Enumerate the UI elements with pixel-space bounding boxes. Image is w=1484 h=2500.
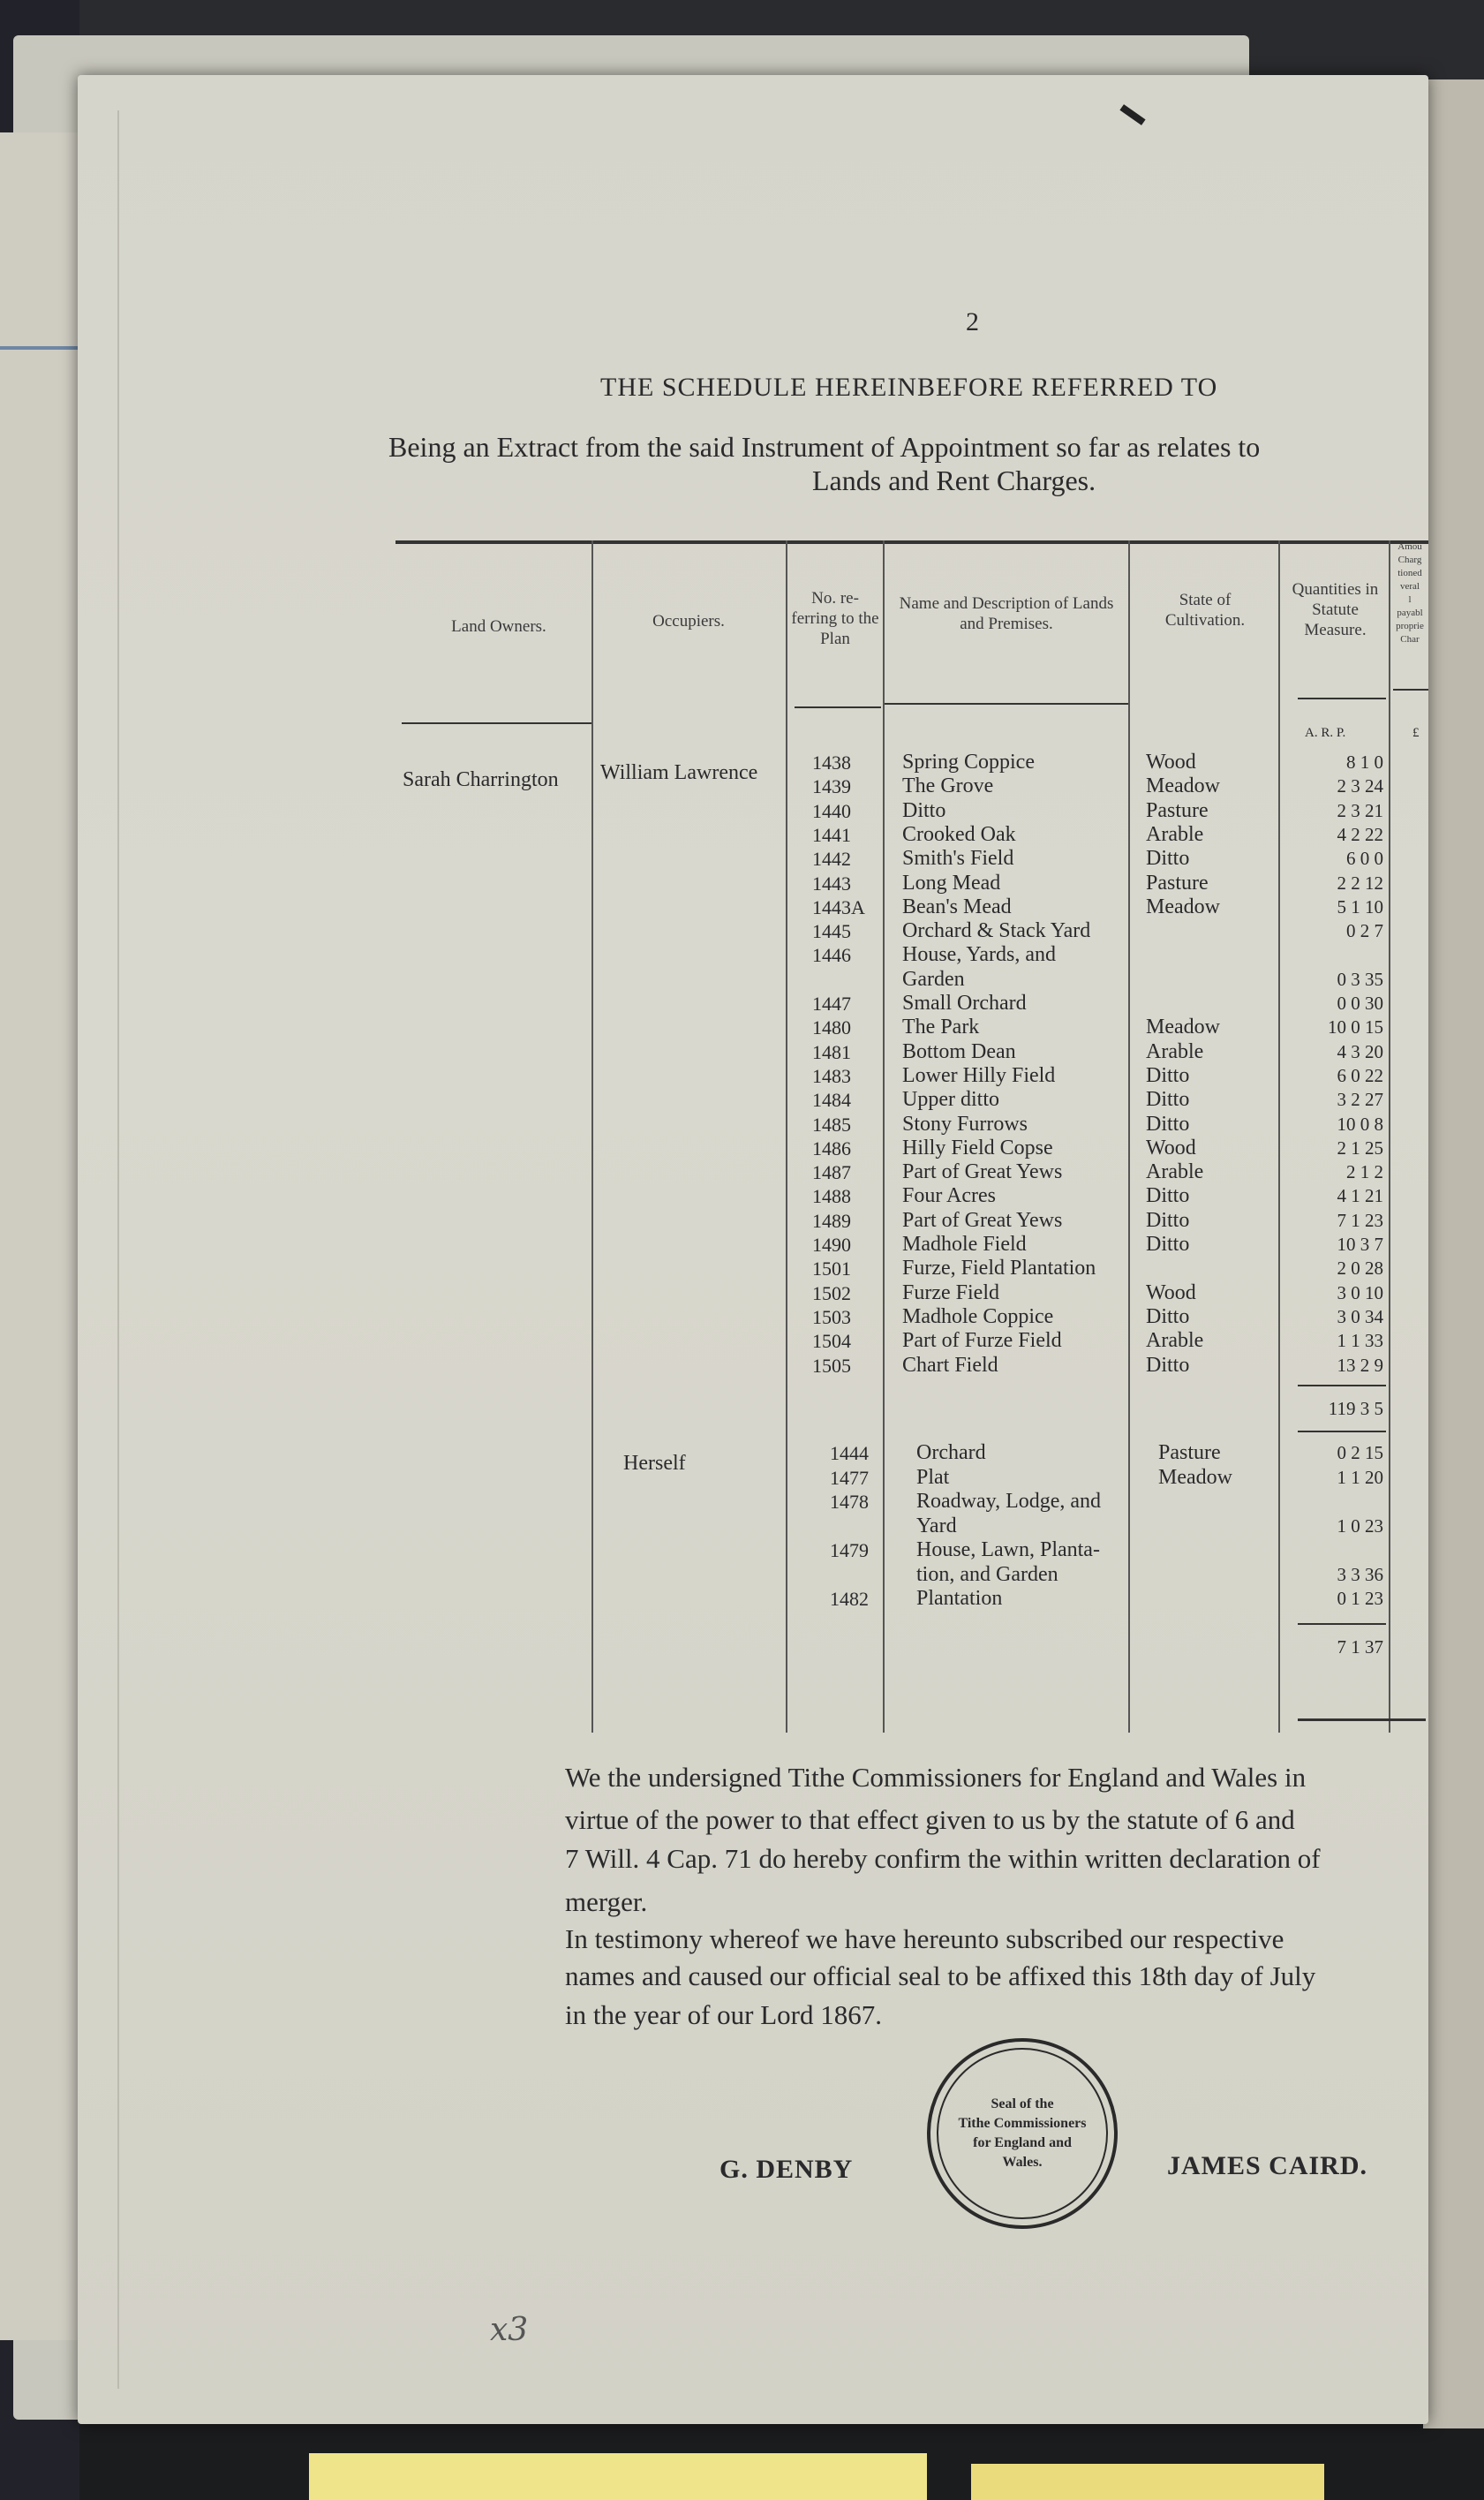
land-name: Furze, Field Plantation	[902, 1257, 1096, 1280]
plan-number: 1479	[830, 1539, 869, 1561]
declaration-line: merger.	[565, 1886, 648, 1917]
plan-number: 1447	[812, 993, 851, 1015]
quantity-arp: 8 1 0	[1346, 752, 1383, 773]
schedule-title: THE SCHEDULE HEREINBEFORE REFERRED TO	[600, 373, 1218, 402]
plan-number: 1444	[830, 1442, 869, 1464]
quantity-arp: 2 3 21	[1337, 799, 1383, 821]
plan-number: 1446	[812, 944, 851, 967]
land-name: Stony Furrows	[902, 1112, 1028, 1136]
next-page-edge	[1423, 79, 1484, 2428]
land-name: Madhole Field	[902, 1233, 1027, 1256]
col-divider-3	[883, 540, 885, 1733]
quantity-arp: 2 2 12	[1337, 872, 1383, 894]
col-divider-2	[786, 540, 787, 1733]
land-name: Yard	[916, 1514, 957, 1537]
quantity-arp: 2 0 28	[1337, 1258, 1383, 1280]
quantity-arp: 3 0 34	[1337, 1305, 1383, 1327]
declaration-line: In testimony whereof we have hereunto subscribed our respective	[565, 1923, 1284, 1954]
quantity-arp: 6 0 0	[1346, 848, 1383, 870]
quantity-arp: 4 1 21	[1337, 1185, 1383, 1207]
plan-number: 1482	[830, 1588, 869, 1610]
land-name: Part of Great Yews	[902, 1160, 1063, 1184]
quantity-arp: 2 1 2	[1346, 1161, 1383, 1183]
cultivation-state: Pasture	[1146, 871, 1209, 895]
plan-number: 1480	[812, 1016, 851, 1039]
land-name: Part of Furze Field	[902, 1329, 1062, 1353]
land-name: Bean's Mead	[902, 895, 1012, 918]
quantity-arp: 10 3 7	[1337, 1234, 1383, 1255]
quantity-arp: 1 1 33	[1337, 1330, 1383, 1352]
quantity-arp: 2 3 24	[1337, 775, 1383, 797]
quantity-arp: 4 2 22	[1337, 823, 1383, 845]
signature-right: JAMES CAIRD.	[1167, 2151, 1368, 2180]
seal-text-line: Seal of the	[991, 2096, 1054, 2111]
cultivation-state: Ditto	[1146, 1353, 1190, 1377]
declaration-line: virtue of the power to that effect given to us by the statute of 6 and	[565, 1804, 1295, 1835]
cultivation-state: Meadow	[1146, 895, 1220, 918]
plan-number: 1481	[812, 1040, 851, 1063]
document-page	[78, 75, 1428, 2424]
cultivation-state: Arable	[1146, 1039, 1204, 1063]
col-divider-4	[1128, 540, 1130, 1733]
land-name: Smith's Field	[902, 847, 1014, 871]
plan-number: 1503	[812, 1305, 851, 1328]
plan-number: 1443	[812, 872, 851, 895]
header-quantities: Quantities in Statute Measure.	[1292, 580, 1379, 639]
header-rule-name	[883, 703, 1130, 705]
subtotal-rule-1b	[1298, 1431, 1386, 1432]
plan-number: 1439	[812, 775, 851, 798]
land-name: Upper ditto	[902, 1088, 999, 1112]
land-name: Crooked Oak	[902, 822, 1016, 846]
plan-number: 1488	[812, 1185, 851, 1208]
plan-number: 1502	[812, 1281, 851, 1304]
quantity-arp: 6 0 22	[1337, 1064, 1383, 1086]
quantity-arp: 13 2 9	[1337, 1354, 1383, 1376]
land-name: House, Lawn, Planta-	[916, 1538, 1100, 1561]
plan-number: 1478	[830, 1491, 869, 1513]
subtotal-2: 7 1 37	[1337, 1636, 1383, 1658]
seal-inner-ring	[937, 2048, 1108, 2219]
subtotal-rule-2	[1298, 1623, 1386, 1625]
header-land-owners: Land Owners.	[451, 617, 546, 636]
plan-number: 1440	[812, 799, 851, 822]
land-name: Bottom Dean	[902, 1039, 1016, 1063]
declaration-line: We the undersigned Tithe Commissioners for England and Wales in	[565, 1762, 1307, 1793]
land-name: Four Acres	[902, 1184, 996, 1208]
cultivation-state: Ditto	[1146, 1063, 1190, 1087]
cultivation-state: Ditto	[1146, 1112, 1190, 1136]
quantity-arp: 0 2 7	[1346, 920, 1383, 942]
land-name: Garden	[902, 967, 965, 991]
quantity-arp: 7 1 23	[1337, 1209, 1383, 1231]
plan-number: 1485	[812, 1113, 851, 1136]
quantity-arp: 3 3 36	[1337, 1563, 1383, 1585]
quantity-arp: 5 1 10	[1337, 895, 1383, 918]
plan-number: 1489	[812, 1209, 851, 1232]
quantity-arp: 10 0 15	[1328, 1016, 1383, 1039]
plan-number: 1486	[812, 1137, 851, 1159]
pencil-mark: x3	[490, 2312, 529, 2348]
units-a-r-p: A. R. P.	[1305, 726, 1346, 740]
official-seal	[927, 2038, 1118, 2229]
cultivation-state: Ditto	[1146, 1184, 1190, 1208]
plan-number: 1487	[812, 1161, 851, 1184]
cultivation-state: Meadow	[1146, 1016, 1220, 1039]
quantity-arp: 1 1 20	[1337, 1466, 1383, 1488]
header-rule-owners	[402, 722, 591, 724]
land-name: Spring Coppice	[902, 751, 1035, 774]
quantity-arp: 0 2 15	[1337, 1442, 1383, 1463]
seal-text-line: Wales.	[1002, 2155, 1043, 2170]
header-plan-number: No. re- ferring to the Plan	[791, 589, 879, 648]
cultivation-state: Arable	[1146, 1329, 1204, 1353]
land-name: Plat	[916, 1465, 950, 1489]
header-rule-qty	[1298, 698, 1386, 699]
col-divider-5	[1278, 540, 1280, 1733]
quantity-arp: 10 0 8	[1337, 1113, 1383, 1135]
land-name: Lower Hilly Field	[902, 1063, 1056, 1087]
plan-number: 1484	[812, 1089, 851, 1112]
plan-number: 1477	[830, 1466, 869, 1489]
cultivation-state: Pasture	[1158, 1441, 1221, 1464]
quantity-arp: 4 3 20	[1337, 1040, 1383, 1062]
land-name: Plantation	[916, 1587, 1003, 1610]
land-name: Small Orchard	[902, 992, 1027, 1015]
table-top-rule	[395, 540, 1428, 544]
plan-number: 1501	[812, 1258, 851, 1280]
subtitle-line-1: Being an Extract from the said Instrument of Appointment so far as relates to	[388, 431, 1261, 463]
table-bottom-rule	[1298, 1718, 1426, 1721]
col-divider-1	[591, 540, 593, 1733]
quantity-arp: 0 3 35	[1337, 968, 1383, 990]
land-owner: Sarah Charrington	[403, 768, 559, 791]
declaration-line: 7 Will. 4 Cap. 71 do hereby confirm the within written declaration of	[565, 1843, 1321, 1874]
cultivation-state: Ditto	[1146, 847, 1190, 871]
header-occupiers: Occupiers.	[652, 612, 725, 631]
land-name: Part of Great Yews	[902, 1208, 1063, 1232]
land-name: Long Mead	[902, 871, 1001, 895]
header-name-description: Name and Description of Lands and Premises.	[899, 594, 1114, 633]
plan-number: 1443A	[812, 895, 865, 918]
land-name: Madhole Coppice	[902, 1304, 1054, 1328]
header-amount-cut-off: Amou Charg tioned veral l payabl proprie Char	[1396, 541, 1424, 645]
quantity-arp: 3 2 27	[1337, 1089, 1383, 1111]
land-name: tion, and Garden	[916, 1562, 1058, 1586]
cultivation-state: Arable	[1146, 822, 1204, 846]
land-name: Furze Field	[902, 1280, 999, 1304]
seal-text-line: for England and	[973, 2135, 1072, 2150]
declaration-line: in the year of our Lord 1867.	[565, 1999, 882, 2030]
cultivation-state: Arable	[1146, 1160, 1204, 1184]
subtotal-1: 119 3 5	[1328, 1398, 1383, 1419]
land-name: Orchard & Stack Yard	[902, 919, 1091, 943]
land-name: The Grove	[902, 774, 994, 798]
cultivation-state: Wood	[1146, 1280, 1196, 1304]
land-name: Roadway, Lodge, and	[916, 1490, 1102, 1513]
pound-sign: £	[1412, 726, 1420, 740]
cultivation-state: Ditto	[1146, 1208, 1190, 1232]
header-state-cultivation: State of Cultivation.	[1164, 591, 1246, 630]
declaration-line: names and caused our official seal to be affixed this 18th day of July	[565, 1960, 1316, 1991]
land-name: Hilly Field Copse	[902, 1136, 1053, 1159]
header-rule-plan	[795, 706, 881, 708]
plan-number: 1490	[812, 1234, 851, 1256]
subtotal-rule-1	[1298, 1385, 1386, 1386]
plan-number: 1445	[812, 920, 851, 943]
cultivation-state: Ditto	[1146, 1088, 1190, 1112]
land-name: The Park	[902, 1016, 980, 1039]
plan-number: 1442	[812, 848, 851, 871]
cultivation-state: Wood	[1146, 751, 1196, 774]
signature-left: G. DENBY	[719, 2155, 854, 2184]
quantity-arp: 2 1 25	[1337, 1137, 1383, 1159]
cultivation-state: Ditto	[1146, 1304, 1190, 1328]
plan-number: 1504	[812, 1330, 851, 1353]
subtitle-line-2: Lands and Rent Charges.	[812, 465, 1096, 496]
land-name: Ditto	[902, 798, 946, 822]
page-number: 2	[966, 307, 979, 336]
plan-number: 1483	[812, 1064, 851, 1087]
land-name: Chart Field	[902, 1353, 998, 1377]
plan-number: 1438	[812, 752, 851, 774]
cultivation-state: Wood	[1146, 1136, 1196, 1159]
land-name: Orchard	[916, 1441, 986, 1464]
sticky-tab-2	[971, 2464, 1324, 2500]
cultivation-state: Pasture	[1146, 798, 1209, 822]
cultivation-state: Meadow	[1158, 1465, 1232, 1489]
plan-number: 1441	[812, 823, 851, 846]
blue-rule	[0, 346, 88, 350]
sticky-tab	[309, 2453, 927, 2500]
cultivation-state: Ditto	[1146, 1233, 1190, 1256]
quantity-arp: 1 0 23	[1337, 1514, 1383, 1537]
cultivation-state: Meadow	[1146, 774, 1220, 798]
col-divider-6	[1389, 540, 1390, 1733]
quantity-arp: 3 0 10	[1337, 1281, 1383, 1303]
occupier-1: William Lawrence	[600, 761, 758, 784]
quantity-arp: 0 1 23	[1337, 1588, 1383, 1609]
quantity-arp: 0 0 30	[1337, 993, 1383, 1014]
header-rule-amount	[1393, 689, 1428, 691]
occupier-2: Herself	[623, 1452, 686, 1475]
seal-text-line: Tithe Commissioners	[958, 2116, 1087, 2131]
land-name: House, Yards, and	[902, 943, 1056, 967]
plan-number: 1505	[812, 1354, 851, 1377]
